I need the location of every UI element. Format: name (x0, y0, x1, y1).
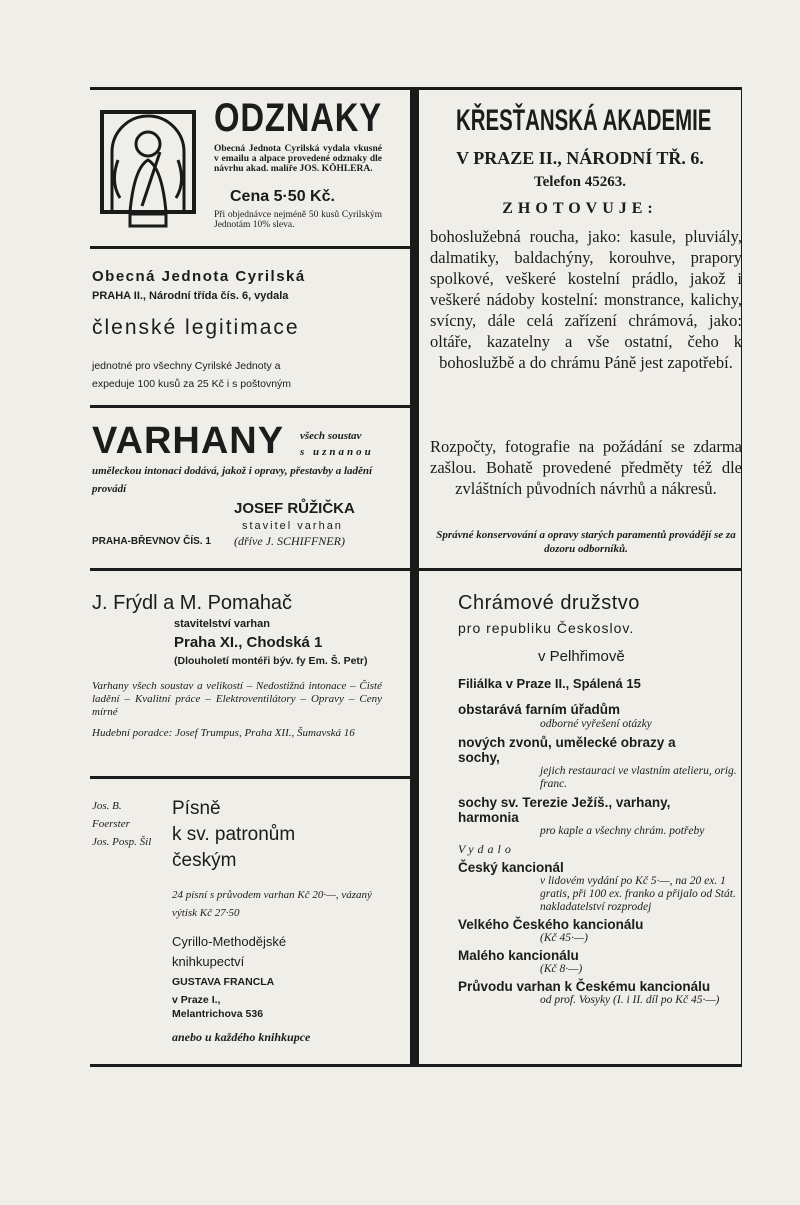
item-sub: odborné vyřešení otázky (540, 718, 652, 730)
akademie-phone: Telefon 45263. (534, 174, 626, 190)
pisne-author-2: Foerster (92, 818, 130, 830)
book-head: Průvodu varhan k Českému kancionálu (458, 979, 711, 994)
druzstvo-book (458, 860, 738, 914)
varhany-ad (92, 412, 384, 562)
odznaky-note: Při objednávce nejméně 50 kusů Cyrilským Jednotám 10% sleva. (214, 210, 382, 230)
row-rule-2 (90, 405, 410, 408)
book-head: Malého kancionálu (458, 948, 579, 963)
book-sub: (Kč 8·—) (540, 963, 583, 975)
druzstvo-title: Chrámové družstvo (458, 592, 640, 614)
book-head: Velkého Českého kancionálu (458, 917, 644, 932)
akademie-note: Správné konservování a opravy starých paramentů provádějí se za dozoru odborníků. (436, 529, 736, 555)
druzstvo-ad (458, 578, 742, 1062)
frydl-ad (92, 578, 392, 774)
druzstvo-subtitle: pro republiku Českoslov. (458, 620, 635, 636)
varhany-side1: všech soustav (300, 430, 362, 442)
item-head: obstarává farním úřadům (458, 702, 621, 717)
frydl-advisor: Hudební poradce: Josef Trumpus, Praha XII., Šumavská 16 (92, 727, 355, 739)
druzstvo-branch: Filiálka v Praze II., Spálená 15 (458, 676, 641, 691)
pisne-author-1: Jos. B. (92, 800, 122, 812)
pisne-footer: anebo u každého knihkupce (172, 1030, 311, 1044)
pisne-pub-1: Cyrillo-Methodějské (172, 934, 287, 949)
frydl-role: stavitelství varhan (174, 618, 270, 630)
akademie-title: KŘESŤANSKÁ AKADEMIE (456, 104, 712, 137)
akademie-offer: Rozpočty, fotografie na požádání se zdarma zašlou. Bohatě provedené předměty též dle zvláštních původních návrhů a nákresů. (430, 437, 742, 498)
item-sub: jejich restauraci ve vlastním atelieru, orig. franc. (540, 765, 737, 790)
druzstvo-items (458, 702, 738, 1007)
druzstvo-book (458, 979, 738, 1007)
druzstvo-item (458, 702, 738, 731)
druzstvo-item (458, 735, 738, 791)
legitimace-line3: jednotné pro všechny Cyrilské Jednoty a (92, 360, 281, 372)
book-sub: od prof. Vosyky (I. i II. díl po Kč 45·—) (540, 994, 720, 1006)
odznaky-body: Obecná Jednota Cyrilská vydala vkusné v emailu a alpace provedené odznaky dle návrhu akad. malíře JOS. KÖHLERA. (214, 144, 382, 174)
pisne-desc: 24 písní s průvodem varhan Kč 20·—, vázaný výtisk Kč 27·50 (172, 889, 372, 919)
row-rule-4 (90, 776, 410, 779)
odznaky-ad (90, 92, 410, 246)
pisne-author-3: Jos. Posp. Šil (92, 836, 152, 848)
legitimace-line2: PRAHA II., Národní třída čís. 6, vydala (92, 290, 289, 302)
angel-emblem-icon (90, 102, 205, 232)
pisne-pub-3: GUSTAVA FRANCLA (172, 976, 275, 988)
varhany-role: stavitel varhan (242, 520, 343, 532)
pisne-title-2: k sv. patronům (172, 824, 296, 845)
column-divider (410, 87, 419, 1067)
book-head: Český kancionál (458, 860, 564, 875)
frydl-note: (Dlouholetí montéři býv. fy Em. Š. Petr) (174, 655, 368, 667)
odznaky-title: ODZNAKY (214, 96, 382, 140)
akademie-ad (430, 96, 740, 566)
pisne-pub-4: v Praze I., (172, 994, 221, 1006)
legitimace-line1: Obecná Jednota Cyrilská (92, 268, 306, 285)
varhany-address: PRAHA-BŘEVNOV ČÍS. 1 (92, 536, 211, 547)
varhany-side2: s uznanou (300, 446, 374, 458)
druzstvo-published: Vydalo (458, 842, 515, 856)
varhany-body: uměleckou intonaci dodává, jakož i opravy, přestavby a ladění provádí (92, 465, 373, 495)
pisne-title-3: českým (172, 850, 237, 871)
item-head: nových zvonů, umělecké obrazy a sochy, (458, 735, 676, 765)
frydl-body: Varhany všech soustav a velikostí – Nedostižná intonace – Čisté ladění – Kvalitní práce – Elektroventilátory – Opravy – Ceny mírné (92, 680, 382, 718)
item-sub: pro kaple a všechny chrám. potřeby (540, 825, 705, 837)
legitimace-ad (92, 252, 408, 402)
row-rule-1 (90, 246, 410, 249)
pisne-pub-2: knihkupectví (172, 954, 245, 969)
druzstvo-city: v Pelhřimově (538, 648, 625, 665)
akademie-makes: ZHOTOVUJE: (502, 200, 658, 217)
pisne-ad (92, 784, 404, 1060)
legitimace-title: členské legitimace (92, 316, 300, 339)
akademie-address: V PRAZE II., NÁRODNÍ TŘ. 6. (456, 148, 704, 168)
odznaky-price: Cena 5·50 Kč. (230, 188, 335, 205)
akademie-body: bohoslužebná roucha, jako: kasule, pluviály, dalmatiky, baldachýny, korouhve, prapory spolkové, veškeré kostelní prádlo, jakož i veškeré nádoby kostelní: monstrance, kalichy, svícny, dále celá zařízení chrámová, jako: oltáře, kazatelny a vše ostatní, čeho k bohoslužbě a do chrámu Páně jest zapotřebí. (430, 227, 742, 372)
druzstvo-book (458, 917, 738, 945)
frydl-title: J. Frýdl a M. Pomahač (92, 592, 293, 614)
varhany-name: JOSEF RŮŽIČKA (234, 500, 355, 517)
frydl-address: Praha XI., Chodská 1 (174, 634, 323, 651)
pisne-pub-5: Melantrichova 536 (172, 1008, 264, 1020)
varhany-former: (dříve J. SCHIFFNER) (234, 534, 345, 548)
book-sub: v lidovém vydání po Kč 5·—, na 20 ex. 1 gratis, při 100 ex. franko a přijalo od Stát. nakladatelství rozprodej (540, 875, 736, 913)
book-sub: (Kč 45·—) (540, 932, 588, 944)
druzstvo-book (458, 948, 738, 976)
pisne-title-1: Písně (172, 798, 221, 819)
legitimace-line4: expeduje 100 kusů za 25 Kč i s poštovným (92, 378, 292, 390)
row-rule-3 (90, 568, 742, 571)
varhany-title: VARHANY (92, 420, 285, 462)
druzstvo-item (458, 795, 738, 838)
item-head: sochy sv. Terezie Ježíš., varhany, harmonia (458, 795, 671, 825)
